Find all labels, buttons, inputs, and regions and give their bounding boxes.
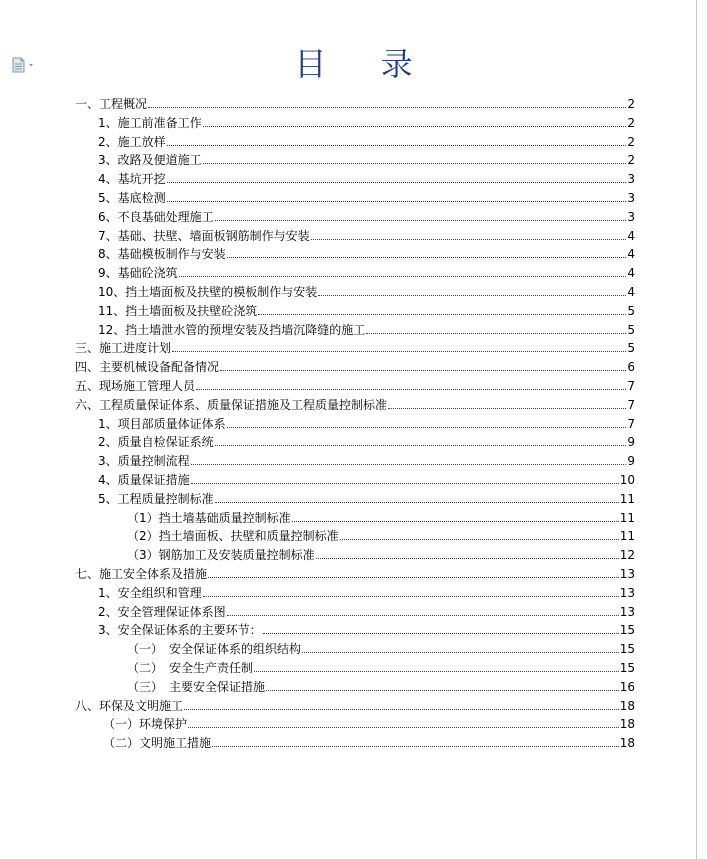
- toc-entry[interactable]: [98, 228, 635, 244]
- dot-leader: [254, 670, 619, 672]
- toc-entry[interactable]: [98, 134, 635, 150]
- toc-entry-text: （一）环境保护: [103, 717, 188, 732]
- toc-page-number: 4: [627, 247, 635, 262]
- toc-entry-text: 4、质量保证措施: [98, 473, 190, 487]
- toc-entry[interactable]: [127, 679, 635, 695]
- toc-entry[interactable]: [98, 604, 635, 620]
- dot-leader: [258, 313, 626, 315]
- toc-entry[interactable]: [75, 566, 635, 582]
- toc-entry-text: 9、基础砼浇筑: [98, 266, 178, 281]
- toc-page-number: 11: [619, 510, 635, 525]
- page-edge: [696, 0, 697, 859]
- dot-leader: [366, 332, 626, 334]
- toc-entry[interactable]: [98, 453, 635, 469]
- toc-page-number: 4: [627, 266, 635, 281]
- toc-page-number: 3: [627, 209, 635, 224]
- toc-entry-text: 三、施工进度计划: [75, 341, 172, 356]
- toc-entry[interactable]: [98, 491, 635, 507]
- toc-entry[interactable]: [98, 472, 635, 488]
- toc-entry-text: 8、基础模板制作与安装: [98, 247, 226, 262]
- dot-leader: [203, 162, 626, 164]
- toc-entry[interactable]: [127, 510, 635, 526]
- toc-entry-text: 四、主要机械设备配备情况: [75, 360, 220, 375]
- toc-entry[interactable]: [98, 171, 635, 187]
- toc-entry-text: 2、安全管理保证体系图: [98, 604, 226, 619]
- dot-leader: [167, 181, 626, 183]
- dot-leader: [167, 200, 626, 202]
- dot-leader: [292, 520, 619, 522]
- toc-entry[interactable]: [75, 96, 635, 112]
- toc-page-number: 7: [627, 379, 635, 393]
- dot-leader: [266, 689, 619, 691]
- toc-entry-text: 5、工程质量控制标准: [98, 491, 214, 506]
- toc-page-number: 12: [619, 548, 635, 563]
- dot-leader: [302, 651, 619, 653]
- toc-entry-text: （三） 主要安全保证措施: [127, 679, 266, 694]
- toc-entry-text: 1、安全组织和管理: [98, 585, 202, 600]
- toc-page-number: 9: [627, 454, 635, 469]
- toc-entry[interactable]: [103, 735, 635, 751]
- toc-entry[interactable]: [98, 585, 635, 601]
- toc-page-number: 6: [627, 360, 635, 375]
- dot-leader: [179, 275, 626, 277]
- toc-entry-text: 1、项目部质量体证体系: [98, 416, 226, 431]
- toc-entry[interactable]: [75, 397, 635, 413]
- dot-leader: [215, 501, 619, 503]
- toc-entry[interactable]: [98, 284, 635, 300]
- toc-entry-text: 10、挡土墙面板及扶壁的模板制作与安装: [98, 285, 318, 299]
- dot-leader: [340, 538, 619, 540]
- dot-leader: [388, 407, 626, 409]
- page-title: 目 录: [294, 45, 435, 83]
- toc-entry[interactable]: [75, 698, 635, 714]
- toc-entry-text: （一） 安全保证体系的组织结构: [127, 642, 302, 657]
- dot-leader: [227, 256, 626, 258]
- toc-page-number: 13: [619, 585, 635, 600]
- toc-entry-text: 5、基底检测: [98, 191, 166, 205]
- dot-leader: [215, 219, 626, 221]
- toc-entry[interactable]: [98, 434, 635, 450]
- dot-leader: [148, 106, 626, 108]
- toc-entry-text: 2、施工放样: [98, 134, 166, 149]
- toc-entry-text: （1）挡土墙基础质量控制标准: [127, 510, 291, 525]
- toc-page-number: 11: [619, 529, 635, 544]
- toc-entry[interactable]: [98, 246, 635, 262]
- dot-leader: [184, 708, 619, 710]
- toc-page-number: 7: [627, 416, 635, 431]
- toc-entry-text: 3、质量控制流程: [98, 454, 190, 469]
- toc-entry[interactable]: [75, 359, 635, 375]
- toc-page-number: 2: [627, 153, 635, 168]
- toc-page-number: 3: [627, 172, 635, 187]
- toc-page-number: 18: [619, 736, 635, 751]
- dot-leader: [227, 614, 619, 616]
- dot-leader: [191, 463, 626, 465]
- toc-entry-text: 一、工程概况: [75, 97, 148, 111]
- toc-entry[interactable]: [98, 265, 635, 281]
- toc-page-number: 15: [619, 623, 635, 638]
- toc-page-number: 18: [619, 717, 635, 732]
- toc-entry[interactable]: [98, 152, 635, 168]
- toc-entry[interactable]: [103, 716, 635, 732]
- toc-page-number: 13: [619, 604, 635, 619]
- dot-leader: [172, 350, 626, 352]
- toc-entry-text: 4、基坑开挖: [98, 172, 166, 187]
- dot-leader: [316, 557, 619, 559]
- toc-entry-text: 2、质量自检保证系统: [98, 435, 214, 450]
- dot-leader: [212, 745, 619, 747]
- toc-entry-text: （2）挡土墙面板、扶壁和质量控制标准: [127, 529, 339, 544]
- toc-page-number: 4: [627, 285, 635, 299]
- dot-leader: [263, 632, 619, 634]
- toc-entry-text: 3、改路及便道施工: [98, 153, 202, 168]
- toc-page-number: 2: [627, 134, 635, 149]
- dot-leader: [191, 482, 619, 484]
- toc-page-number: 3: [627, 191, 635, 205]
- dot-leader: [208, 576, 619, 578]
- toc-page-number: 13: [619, 567, 635, 581]
- toc-entry[interactable]: [98, 190, 635, 206]
- toc-page-number: 5: [627, 341, 635, 356]
- toc-entry[interactable]: [98, 209, 635, 225]
- toc-page-number: 9: [627, 435, 635, 450]
- dot-leader: [188, 726, 619, 728]
- toc-page-number: 7: [627, 397, 635, 412]
- toc-entry-text: 11、挡土墙面板及扶壁砼浇筑: [98, 303, 258, 318]
- dot-leader: [203, 595, 619, 597]
- toc-page-number: 11: [619, 491, 635, 506]
- toc-page-number: 5: [627, 322, 635, 337]
- toc-entry-text: 七、施工安全体系及措施: [75, 567, 208, 581]
- dot-leader: [318, 294, 626, 296]
- toc-entry-text: 7、基础、扶壁、墙面板钢筋制作与安装: [98, 228, 310, 243]
- toc-entry[interactable]: [75, 378, 635, 394]
- dot-leader: [215, 444, 626, 446]
- toc-entry[interactable]: [98, 115, 635, 131]
- toc-page-number: 16: [619, 679, 635, 694]
- dot-leader: [220, 369, 626, 371]
- toc-entry[interactable]: [75, 340, 635, 356]
- toc-entry[interactable]: [98, 322, 635, 338]
- toc-entry-text: 6、不良基础处理施工: [98, 209, 214, 224]
- toc-page-number: 2: [627, 97, 635, 111]
- toc-entry[interactable]: [98, 416, 635, 432]
- toc-entry-text: （二）文明施工措施: [103, 736, 212, 751]
- toc-entry-text: 1、施工前准备工作: [98, 115, 202, 130]
- toc-entry-text: 六、工程质量保证体系、质量保证措施及工程质量控制标准: [75, 397, 388, 412]
- toc-entry[interactable]: [127, 528, 635, 544]
- toc-entry-text: 八、环保及文明施工: [75, 698, 184, 713]
- toc-page-number: 15: [619, 642, 635, 657]
- toc-entry-text: 3、安全保证体系的主要环节：: [98, 623, 262, 638]
- toc-entry[interactable]: [98, 303, 635, 319]
- toc-entry-text: 五、现场施工管理人员: [75, 379, 196, 393]
- dot-leader: [203, 125, 626, 127]
- toc-entry-text: 12、挡土墙泄水管的预埋安装及挡墙沉降缝的施工: [98, 322, 366, 337]
- toc-entry[interactable]: [98, 622, 635, 638]
- dot-leader: [196, 388, 626, 390]
- toc-entry[interactable]: [127, 641, 635, 657]
- toc-entry-text: （二） 安全生产责任制: [127, 661, 254, 675]
- toc-page-number: 18: [619, 698, 635, 713]
- dot-leader: [167, 144, 626, 146]
- toc-page-number: 2: [627, 115, 635, 130]
- toc-entry-text: （3）钢筋加工及安装质量控制标准: [127, 548, 315, 563]
- toc-entry[interactable]: [127, 660, 635, 676]
- dot-leader: [227, 426, 626, 428]
- toc-page-number: 15: [619, 661, 635, 675]
- toc-page-number: 5: [627, 303, 635, 318]
- toc-page-number: 10: [619, 473, 635, 487]
- toc-entry[interactable]: [127, 547, 635, 563]
- toc-page-number: 4: [627, 228, 635, 243]
- dot-leader: [311, 238, 626, 240]
